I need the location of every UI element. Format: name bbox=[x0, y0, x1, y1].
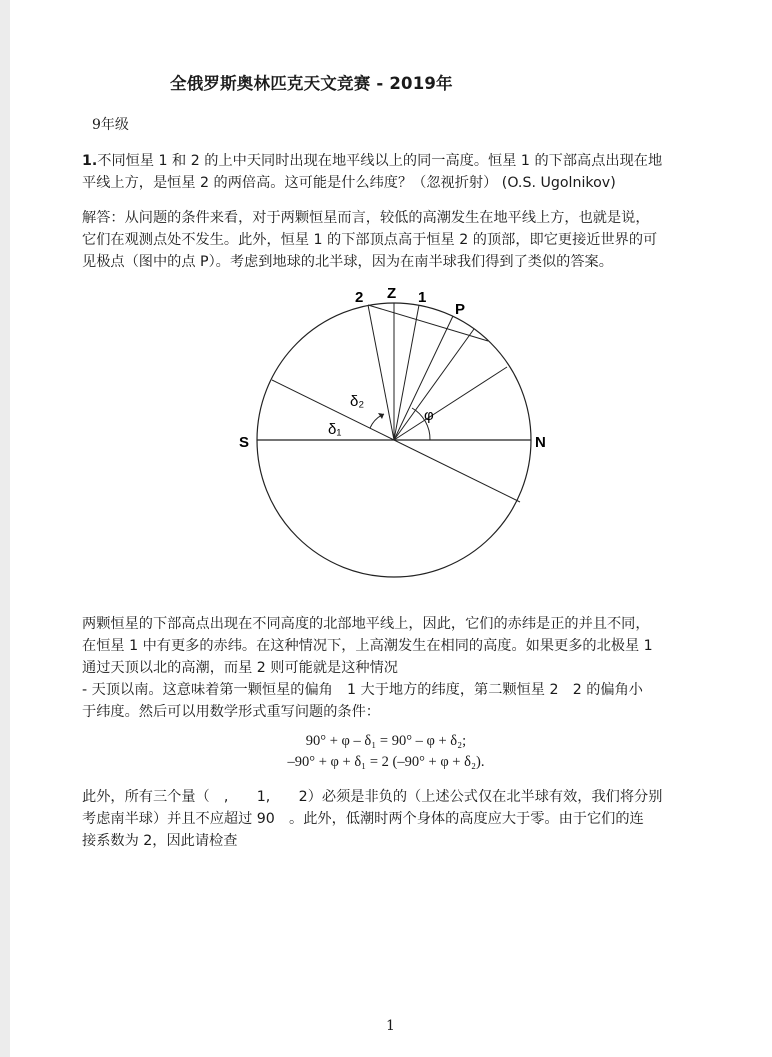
label-delta1: δ₁ bbox=[328, 421, 342, 438]
answer-tail-line: 考虑南半球）并且不应超过 90 。此外，低潮时两个身体的高度应大于零。由于它们的连 bbox=[82, 811, 644, 827]
label-phi: φ bbox=[424, 407, 434, 424]
answer-tail-line: 接系数为 2，因此请检查 bbox=[82, 833, 238, 849]
lower-culmination-line bbox=[394, 440, 520, 502]
answer-body-line: - 天顶以南。这意味着第一颗恒星的偏角 1 大于地方的纬度，第二颗恒星 2 2 的偏角小 bbox=[82, 682, 643, 698]
answer-body-line: 在恒星 1 中有更多的赤纬。在这种情况下，上高潮发生在相同的高度。如果更多的北极星 1 bbox=[82, 638, 653, 654]
answer-tail-paragraph bbox=[82, 786, 712, 852]
label-n: N bbox=[535, 434, 546, 451]
document-title: 全俄罗斯奥林匹克天文竞赛 - 2019年 bbox=[170, 74, 453, 93]
label-star1: 1 bbox=[418, 289, 427, 306]
answer-body-paragraph bbox=[82, 613, 712, 723]
question-number: 1. bbox=[82, 153, 98, 169]
star2-line bbox=[368, 305, 394, 440]
star1-line bbox=[394, 305, 419, 440]
page-number: 1 bbox=[386, 1018, 395, 1034]
label-delta2: δ₂ bbox=[350, 393, 365, 410]
answer-intro-line: 它们在观测点处不发生。此外，恒星 1 的下部顶点高于恒星 2 的顶部，即它更接近世界的可 bbox=[82, 232, 658, 248]
label-s: S bbox=[239, 434, 250, 451]
formula-2: –90° + φ + δ₁ = 2 (–90° + φ + δ₂). bbox=[287, 754, 485, 770]
parallel-chord-3 bbox=[394, 329, 474, 440]
label-p: P bbox=[455, 301, 466, 318]
formula-1: 90° + φ – δ₁ = 90° – φ + δ₂; bbox=[305, 733, 467, 749]
grade-label: 9年级 bbox=[92, 117, 129, 133]
answer-intro-line: 见极点（图中的点 P）。考虑到地球的北半球，因为在南半球我们得到了类似的答案。 bbox=[82, 254, 613, 270]
question-line: 1.不同恒星 1 和 2 的上中天同时出现在地平线以上的同一高度。恒星 1 的下部高点出现在地 bbox=[82, 153, 663, 169]
answer-body-line: 通过天顶以北的高潮，而星 2 则可能就是这种情况 bbox=[82, 660, 398, 676]
answer-body-line: 两颗恒星的下部高点出现在不同高度的北部地平线上，因此，它们的赤纬是正的并且不同， bbox=[82, 616, 650, 632]
answer-body-line: 于纬度。然后可以用数学形式重写问题的条件： bbox=[82, 704, 380, 720]
label-z: Z bbox=[387, 285, 397, 302]
answer-intro-line: 解答：从问题的条件来看，对于两颗恒星而言，较低的高潮发生在地平线上方，也就是说， bbox=[82, 210, 650, 226]
parallel-chord-1 bbox=[368, 305, 488, 341]
label-star2: 2 bbox=[355, 289, 364, 306]
delta-arrow-icon bbox=[378, 413, 384, 419]
answer-tail-line: 此外，所有三个量（ , 1, 2）必须是非负的（上述公式仅在北半球有效，我们将分别 bbox=[82, 789, 663, 805]
question-line: 平线上方，是恒星 2 的两倍高。这可能是什么纬度？（忽视折射） (O.S. Ugolnikov) bbox=[82, 175, 616, 191]
